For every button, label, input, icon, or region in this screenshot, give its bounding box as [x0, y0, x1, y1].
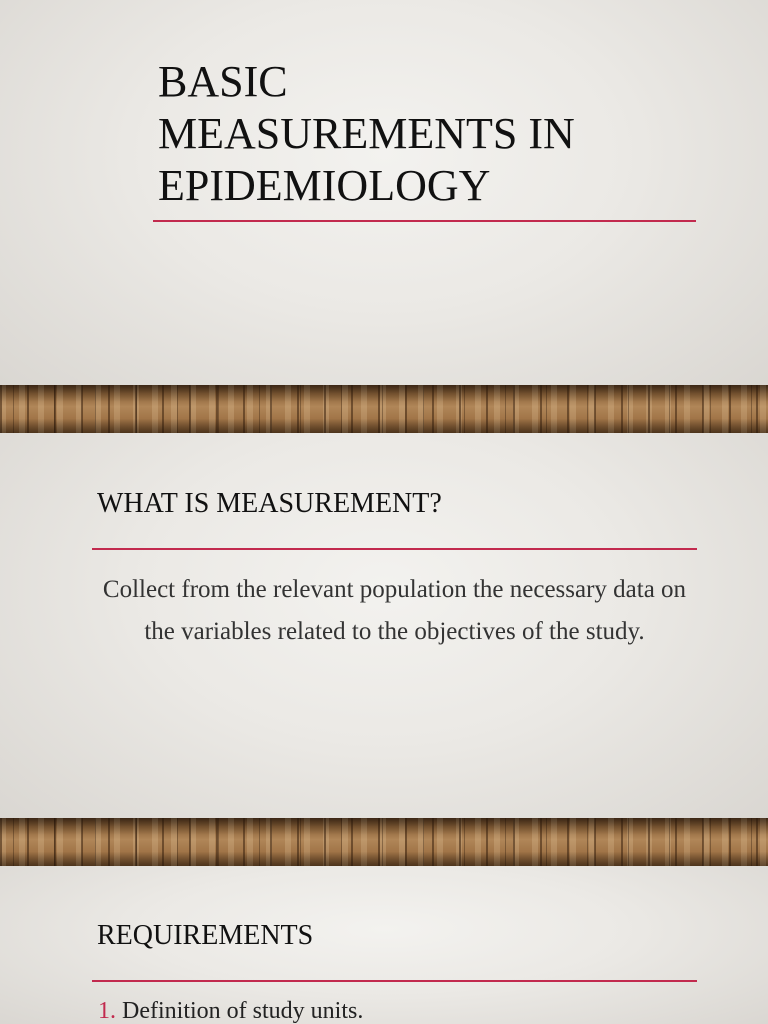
list-item-number: 1. — [98, 998, 116, 1024]
slide-heading: WHAT IS MEASUREMENT? — [97, 488, 442, 519]
heading-underline — [92, 548, 697, 550]
wood-floor-divider — [0, 818, 768, 866]
slide-requirements — [0, 866, 768, 1024]
requirements-list — [98, 994, 363, 1024]
list-item — [98, 994, 363, 1024]
list-item-text: Definition of study units. — [122, 998, 364, 1024]
slide-what-is-measurement — [0, 433, 768, 818]
slide-title — [0, 0, 768, 385]
slide-heading: REQUIREMENTS — [97, 920, 314, 951]
slide-body-text: Collect from the relevant population the necessary data on the variables related to the objectives of the study. — [102, 576, 687, 645]
slide-title-heading: BASIC MEASUREMENTS IN EPIDEMIOLOGY — [158, 57, 575, 210]
title-underline — [153, 220, 696, 222]
heading-underline — [92, 980, 697, 982]
wood-floor-divider — [0, 385, 768, 433]
